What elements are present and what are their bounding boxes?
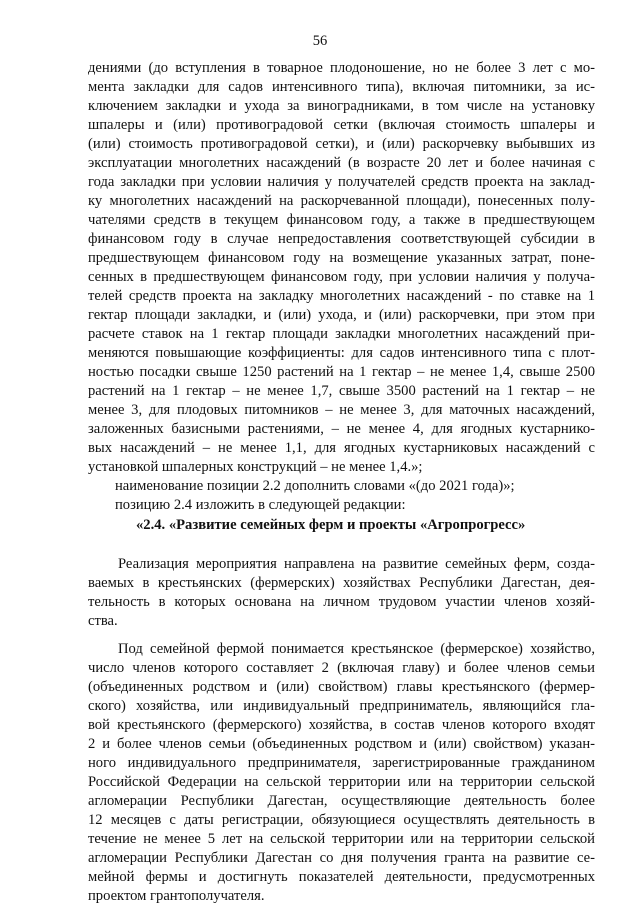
section-heading-block: [88, 516, 595, 535]
text-line: агломерации Республики Дагестан со дня получения гранта на развитие се-: [88, 850, 595, 866]
text-line: дениями (до вступления в товарное плодоношение, но не более 3 лет с мо-: [88, 60, 595, 76]
text-line: гектар площади закладки, и (или) ухода, и (или) раскорчевки, при этом при: [88, 307, 595, 323]
text-line: сенных в предшествующем финансовом году, при условии наличия у получа-: [88, 269, 595, 285]
text-line: агломерации Республики Дагестан, осуществляющие деятельность более: [88, 793, 595, 809]
text-line: ваемых в крестьянских (фермерских) хозяйствах Республики Дагестан, дея-: [88, 575, 595, 591]
instruction-line: наименование позиции 2.2 дополнить словами «(до 2021 года)»;: [115, 478, 515, 494]
text-line: 12 месяцев с даты регистрации, обязующиеся осуществлять деятельность в: [88, 812, 595, 828]
text-line: ностью посадки свыше 1250 растений на 1 гектар – не менее 1,4, свыше 2500: [88, 364, 595, 380]
text-line: число членов которого составляет 2 (включая главу) и более членов семьи: [88, 660, 595, 676]
text-line: ключением закладки и ухода за виноградниками, в том числе на установку: [88, 98, 595, 114]
text-line: телей средств проекта на закладку многолетних насаждений - по ставке на 1: [88, 288, 595, 304]
text-line: мента закладки для садов интенсивного типа), включая питомники, за ис-: [88, 79, 595, 95]
text-line: (объединенных родством и (или) свойством) главы крестьянского (фермер-: [88, 679, 595, 695]
instruction-line: позицию 2.4 изложить в следующей редакции:: [115, 497, 406, 513]
text-line: тельность в которых основана на личном трудовом участии членов хозяй-: [88, 594, 595, 610]
paragraph-family-farm-definition: [88, 640, 595, 906]
text-line: мейной фермы и достигнуть показателей деятельности, предусмотренных: [88, 869, 595, 885]
text-line: проектом грантополучателя.: [88, 888, 265, 904]
text-line: Под семейной фермой понимается крестьянское (фермерское) хозяйство,: [118, 641, 595, 657]
page-number: 56: [312, 33, 328, 49]
text-line: установкой шпалерных конструкций – не менее 1,4.»;: [88, 459, 423, 475]
text-line: эксплуатации многолетних насаждений (в возрасте 20 лет и более начиная с: [88, 155, 595, 171]
text-line: Реализация мероприятия направлена на развитие семейных ферм, созда-: [118, 556, 595, 572]
text-line: менее 3, для плодовых питомников – не менее 3, для маточных насаждений,: [88, 402, 595, 418]
text-line: растений на 1 гектар – не менее 1,7, свыше 3500 растений на 1 гектар – не: [88, 383, 595, 399]
text-line: вых насаждений – не менее 1,1, для ягодных кустарниковых насаждений с: [88, 440, 595, 456]
text-line: вой крестьянского (фермерского) хозяйства, в состав членов которого входят: [88, 717, 595, 733]
text-line: финансовом году в случае непредоставления соответствующей субсидии в: [88, 231, 595, 247]
amendment-instructions: [88, 477, 595, 515]
text-line: заложенных базисными растениями, – не менее 4, для ягодных кустарнико-: [88, 421, 595, 437]
section-heading: «2.4. «Развитие семейных ферм и проекты «Агропрогресс»: [136, 517, 526, 533]
text-line: (или) стоимость противоградовой сетки), и (или) раскорчевку выбывших из: [88, 136, 595, 152]
text-line: 2 и более членов семьи (объединенных родством и (или) свойством) указан-: [88, 736, 595, 752]
text-line: ного индивидуального предпринимателя, зарегистрированные гражданином: [88, 755, 595, 771]
text-line: года закладки при условии наличия у получателей средств проекта на заклад-: [88, 174, 595, 190]
text-line: меняются повышающие коэффициенты: для садов интенсивного типа с плот-: [88, 345, 595, 361]
text-line: ского) хозяйства, или индивидуальный предприниматель, являющийся гла-: [88, 698, 595, 714]
text-line: ства.: [88, 613, 118, 629]
text-line: ку многолетних насаждений на раскорчеванной площади), понесенных полу-: [88, 193, 595, 209]
paragraph-implementation: [88, 555, 595, 631]
text-line: предшествующем финансовом году на возмещение указанных затрат, поне-: [88, 250, 595, 266]
text-line: Российской Федерации на сельской территории или на территории сельской: [88, 774, 595, 790]
paragraph-continuation: [88, 59, 595, 477]
text-line: расчете ставок на 1 гектар площади закладки многолетних насаждений при-: [88, 326, 595, 342]
text-line: шпалеры и (или) противоградовой сетки (включая стоимость шпалеры и: [88, 117, 595, 133]
text-line: чателями средств в текущем финансовом году, а также в предшествующем: [88, 212, 595, 228]
text-line: течение не менее 5 лет на сельской территории или на территории сельской: [88, 831, 595, 847]
